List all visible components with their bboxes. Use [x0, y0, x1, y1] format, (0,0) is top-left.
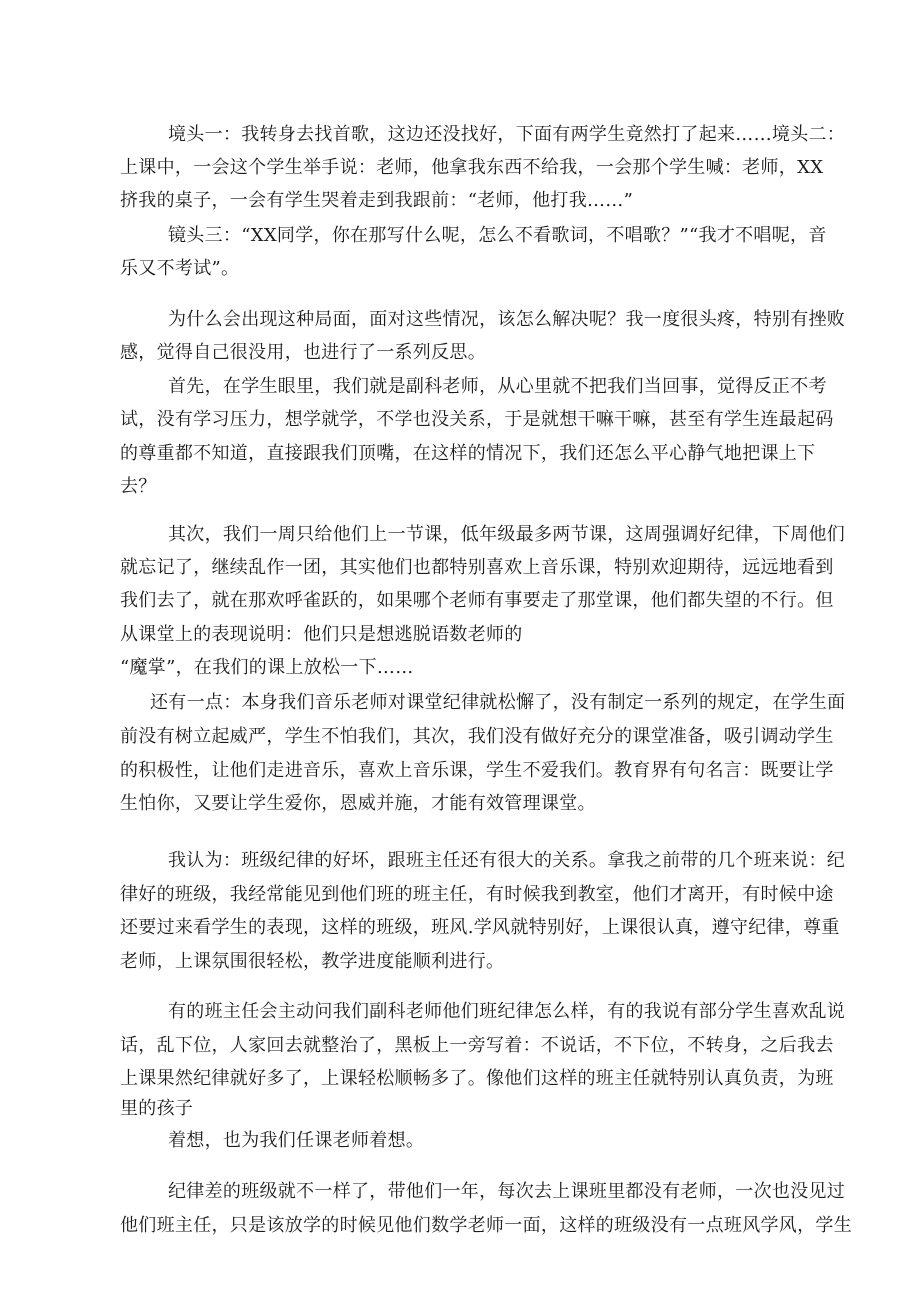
p7-line3: 还要过来看学生的表现，这样的班级，班风.学风就特别好，上课很认真，遵守纪律，尊重 — [120, 917, 840, 938]
p5-line2: 就忘记了，继续乱作一团，其实他们也都特别喜欢上音乐课，特别欢迎期待，远远地看到 — [120, 557, 834, 578]
p5-line4: 从课堂上的表现说明：他们只是想逃脱语数老师的 — [120, 624, 523, 645]
p1-line3: 挤我的桌子，一会有学生哭着走到我跟前：“老师，他打我……” — [120, 190, 634, 211]
p5-line3: 我们去了，就在那欢呼雀跃的，如果哪个老师有事要走了那堂课，他们都失望的不行。但 — [120, 590, 834, 611]
p5-line1: 其次，我们一周只给他们上一节课，低年级最多两节课，这周强调好纪律，下周他们 — [168, 524, 846, 545]
p6-line2: 前没有树立起威严，学生不怕我们，其次，我们没有做好充分的课堂准备，吸引调动学生 — [120, 726, 834, 747]
p4-line2: 试，没有学习压力，想学就学，不学也没关系，于是就想干嘛干嘛，甚至有学生连最起码 — [120, 409, 834, 430]
p2-line1: 镜头三：“XX同学，你在那写什么呢，怎么不看歌词，不唱歌？”“我才不唱呢，音 — [168, 225, 827, 246]
p9-line2: 他们班主任，只是该放学的时候见他们数学老师一面，这样的班级没有一点班风学风，学生 — [120, 1215, 852, 1236]
p7-line1: 我认为：班级纪律的好坏，跟班主任还有很大的关系。拿我之前带的几个班来说：纪 — [168, 850, 846, 871]
p8-line4: 里的孩子 — [120, 1098, 194, 1119]
p2-line2: 乐又不考试”。 — [120, 258, 240, 279]
p6-line1: 还有一点：本身我们音乐老师对课堂纪律就松懈了，没有制定一系列的规定，在学生面 — [150, 692, 846, 713]
p8-line3: 上课果然纪律就好多了，上课轻松顺畅多了。像他们这样的班主任就特别认真负责，为班 — [120, 1068, 834, 1089]
p4-line3: 的尊重都不知道，直接跟我们顶嘴，在这样的情况下，我们还怎么平心静气地把课上下 — [120, 443, 816, 464]
p7-line2: 律好的班级，我经常能见到他们班的班主任，有时候我到教室，他们才离开，有时候中途 — [120, 884, 834, 905]
p1-line1: 境头一：我转身去找首歌，这边还没找好，下面有两学生竟然打了起来……境头二： — [168, 124, 846, 145]
p8-line5: 着想，也为我们任课老师着想。 — [168, 1130, 425, 1151]
p1-line2: 上课中，一会这个学生举手说：老师，他拿我东西不给我，一会那个学生喊：老师，XX — [120, 157, 824, 178]
p4-line4: 去？ — [120, 476, 157, 497]
p5-line5: “魔掌”，在我们的课上放松一下…… — [120, 657, 414, 678]
p8-line1: 有的班主任会主动问我们副科老师他们班纪律怎么样，有的我说有部分学生喜欢乱说 — [168, 1001, 846, 1022]
p7-line4: 老师，上课氛围很轻松，教学进度能顺利进行。 — [120, 951, 505, 972]
p8-line2: 话，乱下位，人家回去就整治了，黑板上一旁写着：不说话，不下位，不转身，之后我去 — [120, 1035, 834, 1056]
p6-line3: 的积极性，让他们走进音乐，喜欢上音乐课，学生不爱我们。教育界有句名言：既要让学 — [120, 760, 834, 781]
p9-line1: 纪律差的班级就不一样了，带他们一年，每次去上课班里都没有老师，一次也没见过 — [168, 1181, 846, 1202]
p3-line1: 为什么会出现这种局面，面对这些情况，该怎么解决呢？我一度很头疼，特别有挫败 — [168, 309, 846, 330]
p6-line4: 生怕你，又要让学生爱你，恩威并施，才能有效管理课堂。 — [120, 793, 596, 814]
p4-line1: 首先，在学生眼里，我们就是副科老师，从心里就不把我们当回事，觉得反正不考 — [168, 376, 827, 397]
p3-line2: 感，觉得自己很没用，也进行了一系列反思。 — [120, 342, 486, 363]
